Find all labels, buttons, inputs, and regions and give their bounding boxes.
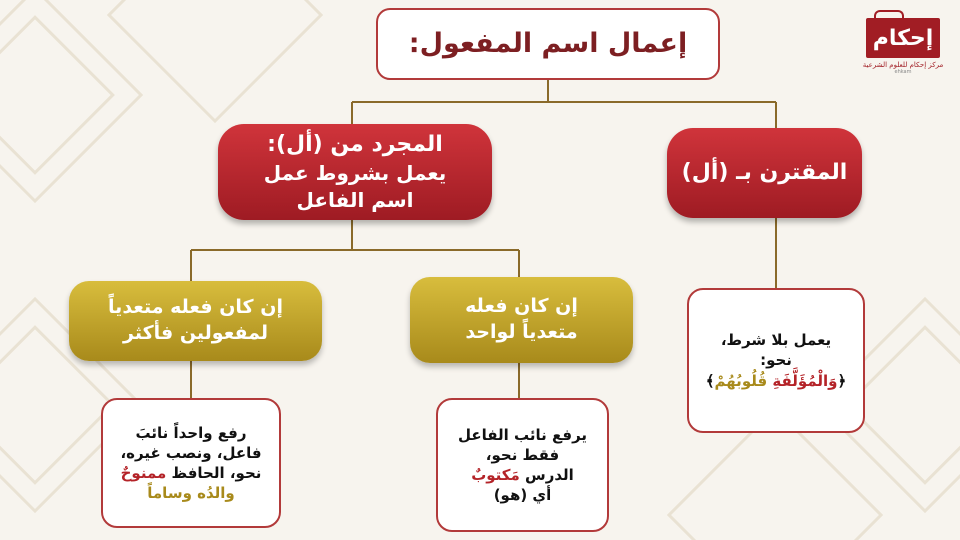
detail-multi-line-2: فاعل، ونصب غيره، (120, 443, 262, 462)
logo-tagline: ehkam (894, 69, 912, 75)
detail-one-line-1: يرفع نائب الفاعل (457, 425, 588, 444)
detail-muqtarin-line-1: يعمل بلا شرط، (720, 331, 832, 350)
logo-subtitle: مركز إحكام للعلوم الشرعية (862, 61, 944, 69)
title-text: إعمال اسم المفعول: (408, 27, 688, 59)
node-mutaaddi-multi (69, 281, 322, 361)
ehkam-logo (858, 18, 948, 88)
detail-one-line-2: فقط نحو، (485, 445, 560, 464)
verse-part-2: الْمُؤَلَّفَةِ (772, 371, 829, 390)
detail-multi (101, 398, 281, 528)
mujarrad-line-3: اسم الفاعل (296, 187, 414, 212)
verse-open-bracket: ﴿ (837, 371, 847, 390)
mujarrad-line-2: يعمل بشروط عمل (263, 160, 447, 185)
node-muqtarin (667, 128, 862, 218)
logo-mark: إحكام (866, 18, 940, 58)
quran-verse (706, 371, 847, 391)
node-mujarrad (218, 124, 492, 220)
verse-part-3: قُلُوبُهُمْ (714, 371, 773, 390)
mujarrad-line-1: المجرد من (أل): (267, 132, 443, 158)
detail-multi-highlight: ممنوحٌ (120, 464, 167, 482)
verse-part-1: وَ (828, 371, 838, 390)
verse-close-bracket: ﴾ (705, 371, 715, 390)
mutaaddi-one-line-2: متعدياً لواحد (465, 321, 578, 343)
mutaaddi-multi-line-2: لمفعولين فأكثر (123, 322, 268, 344)
detail-one-highlight: مَكتوبٌ (471, 466, 520, 484)
node-mutaaddi-one (410, 277, 633, 363)
detail-one-line-4: أي (هو) (493, 486, 552, 505)
detail-muqtarin-line-2: نحو: (760, 351, 792, 370)
mutaaddi-multi-line-1: إن كان فعله متعدياً (108, 296, 283, 319)
mutaaddi-one-line-1: إن كان فعله (465, 295, 578, 318)
detail-one-line-3-prefix: الدرس (519, 466, 574, 484)
detail-muqtarin (687, 288, 865, 433)
muqtarin-label: المقترن بـ (أل) (681, 160, 848, 186)
detail-multi-line-3 (121, 463, 262, 483)
detail-multi-line-3-prefix: نحو، الحافظ (166, 464, 262, 482)
diagram-title (376, 8, 720, 80)
detail-one-line-3 (471, 465, 574, 485)
detail-multi-line-4: والدُه وساماً (147, 484, 235, 503)
detail-one (436, 398, 609, 532)
detail-multi-line-1: رفع واحداً نائبَ (135, 423, 247, 442)
